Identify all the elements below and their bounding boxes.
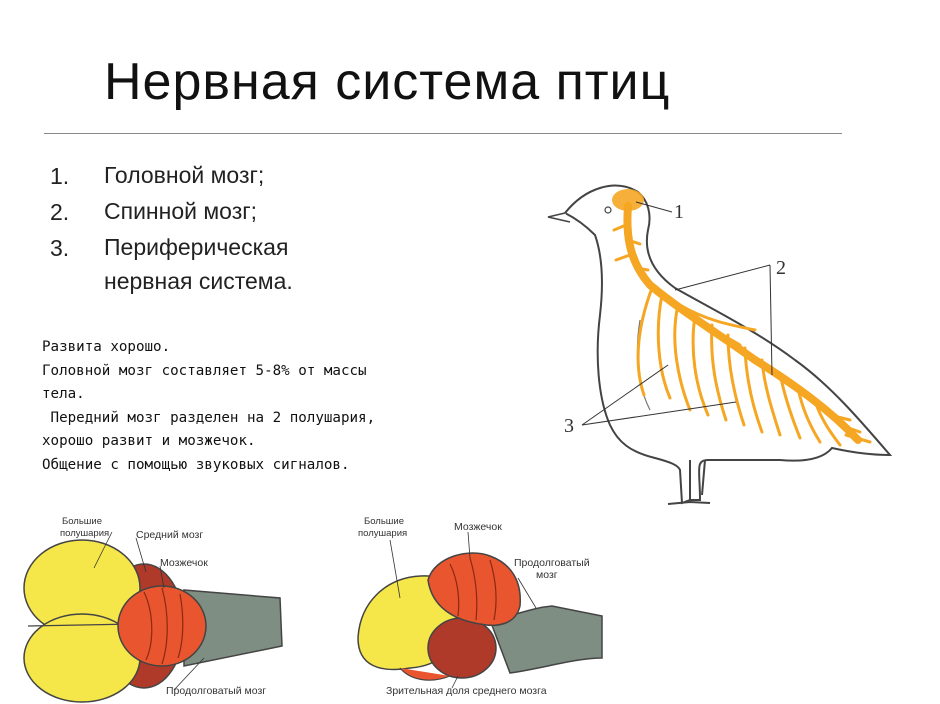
description-line: Передний мозг разделен на 2 полушария, [42,409,376,426]
list-text: Спинной мозг; [104,198,258,224]
list-number: 1. [50,163,70,189]
description-line: Головной мозг составляет 5-8% от массы [42,362,367,379]
label-hemispheres-line2: полушария [60,528,110,539]
description-line: хорошо развит и мозжечок. [42,433,256,449]
label-midbrain: Средний мозг [136,529,204,541]
label-side-cerebellum: Мозжечок [454,521,502,533]
list-number: 3. [50,235,70,261]
label-cerebellum: Мозжечок [160,557,208,569]
label-side-medulla-line2: мозг [536,569,558,581]
list-item [50,230,364,298]
page-title: Нервная система птиц [104,53,671,111]
components-list [50,158,364,298]
description-line: Развита хорошо. [42,339,171,355]
bird-label-3: 3 [564,415,574,437]
cerebellum [118,586,206,666]
bird-label-1: 1 [674,201,684,223]
label-side-hemispheres-line1: Большие [364,516,405,527]
list-text: Периферическая нервная система. [104,234,293,294]
bird-nervous-system-illustration [540,170,910,520]
list-number: 2. [50,199,70,225]
description-text [42,336,375,477]
label-medulla: Продолговатый мозг [166,685,267,697]
list-item [50,158,364,194]
label-side-hemispheres-line2: полушария [358,528,408,539]
legs [668,460,710,504]
list-item [50,194,364,230]
label-hemispheres-line1: Большие [62,516,103,527]
label-optic-lobe: Зрительная доля среднего мозга [386,685,547,697]
title-divider [44,133,842,134]
brain-side-view-illustration [340,508,620,704]
bird-label-2: 2 [776,257,786,279]
label-side-medulla-line1: Продолговатый [514,557,590,569]
optic-lobe [428,618,496,678]
description-line: тела. [42,386,85,402]
list-text: Головной мозг; [104,162,265,188]
brain-top-view-illustration [14,508,314,704]
description-line: Общение с помощью звуковых сигналов. [42,456,350,473]
